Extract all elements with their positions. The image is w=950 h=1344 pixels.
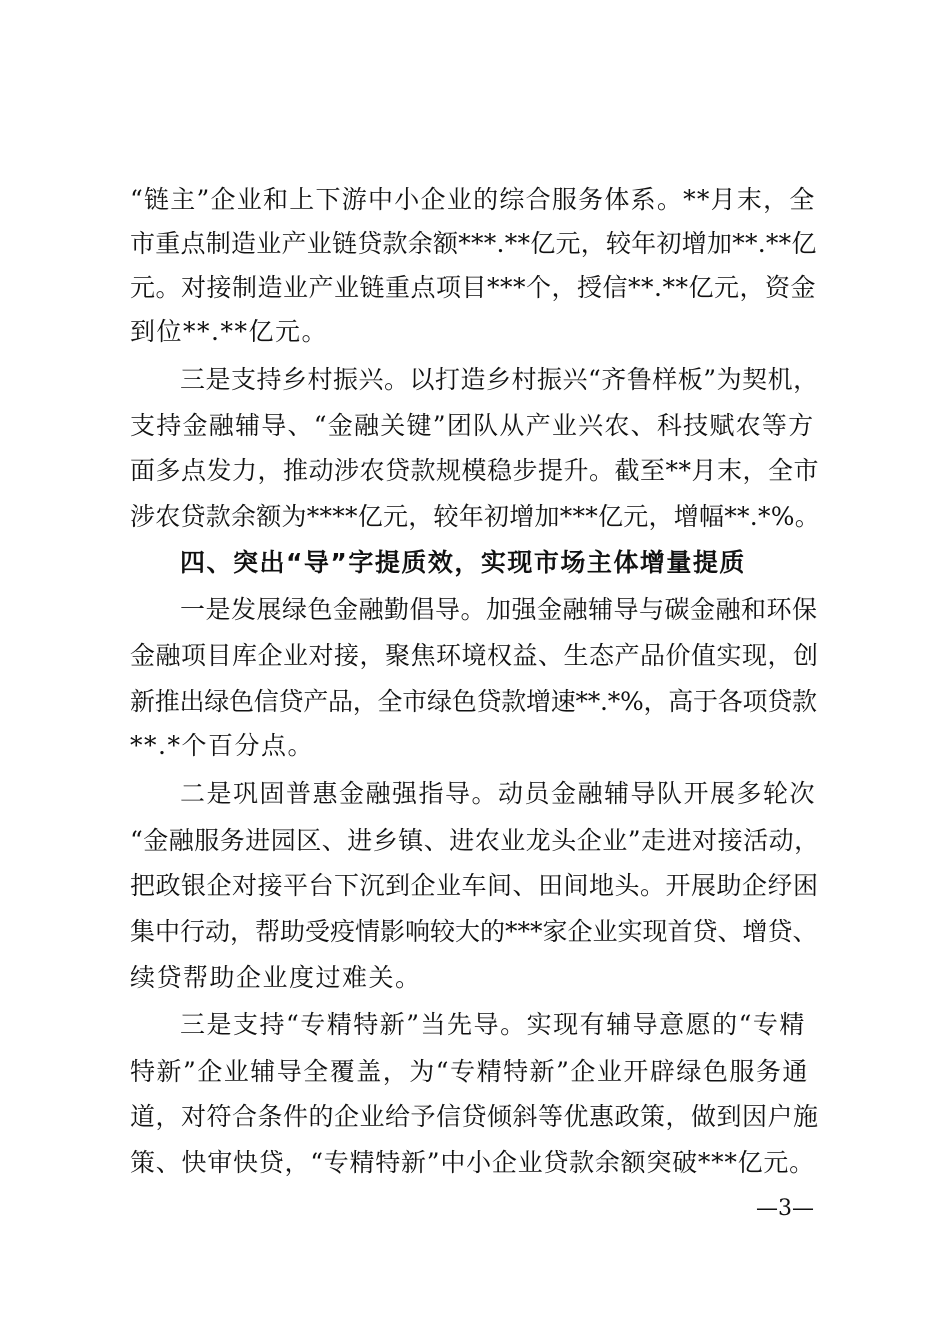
paragraph-3-line-4: **.*个百分点。	[130, 731, 314, 760]
paragraph-3-line-1: 一是发展绿色金融勤倡导。加强金融辅导与碳金融和环保	[180, 595, 818, 624]
paragraph-3-line-2: 金融项目库企业对接，聚焦环境权益、生态产品价值实现，创	[130, 641, 819, 670]
paragraph-2-line-1: 三是支持乡村振兴。以打造乡村振兴“齐鲁样板”为契机，	[180, 365, 819, 394]
paragraph-2-line-2: 支持金融辅导、“金融关键”团队从产业兴农、科技赋农等方	[130, 411, 815, 440]
paragraph-1-line-4: 到位**.**亿元。	[130, 317, 328, 346]
paragraph-5-line-4: 策、快审快贷，“专精特新”中小企业贷款余额突破***亿元。	[130, 1148, 815, 1177]
paragraph-5-line-2: 特新”企业辅导全覆盖，为“专精特新”企业开辟绿色服务通	[130, 1057, 809, 1086]
paragraph-5-line-1: 三是支持“专精特新”当先导。实现有辅导意愿的“专精	[180, 1010, 806, 1039]
paragraph-4-line-3: 把政银企对接平台下沉到企业车间、田间地头。开展助企纾困	[130, 871, 819, 900]
paragraph-3-line-3: 新推出绿色信贷产品，全市绿色贷款增速**.*%，高于各项贷款	[130, 687, 817, 716]
page-number: —3—	[756, 1196, 814, 1221]
paragraph-4-line-2: “金融服务进园区、进乡镇、进农业龙头企业”走进对接活动，	[130, 826, 820, 855]
paragraph-4-line-1: 二是巩固普惠金融强指导。动员金融辅导队开展多轮次	[180, 779, 817, 808]
paragraph-1-line-1: “链主”企业和上下游中小企业的综合服务体系。**月末，全	[130, 185, 816, 214]
paragraph-2-line-4: 涉农贷款余额为****亿元，较年初增加***亿元，增幅**.*%。	[130, 502, 820, 531]
paragraph-4-line-4: 集中行动，帮助受疫情影响较大的***家企业实现首贷、增贷、	[130, 917, 818, 946]
paragraph-5-line-3: 道，对符合条件的企业给予信贷倾斜等优惠政策，做到因户施	[130, 1102, 819, 1131]
paragraph-4-line-5: 续贷帮助企业度过难关。	[130, 963, 422, 992]
paragraph-1-line-2: 市重点制造业产业链贷款余额***.**亿元，较年初增加**.**亿	[130, 229, 817, 258]
paragraph-1-line-3: 元。对接制造业产业链重点项目***个，授信**.**亿元，资金	[130, 273, 816, 302]
section-heading-4: 四、突出“导”字提质效，实现市场主体增量提质	[180, 548, 746, 577]
paragraph-2-line-3: 面多点发力，推动涉农贷款规模稳步提升。截至**月末，全市	[130, 456, 820, 485]
